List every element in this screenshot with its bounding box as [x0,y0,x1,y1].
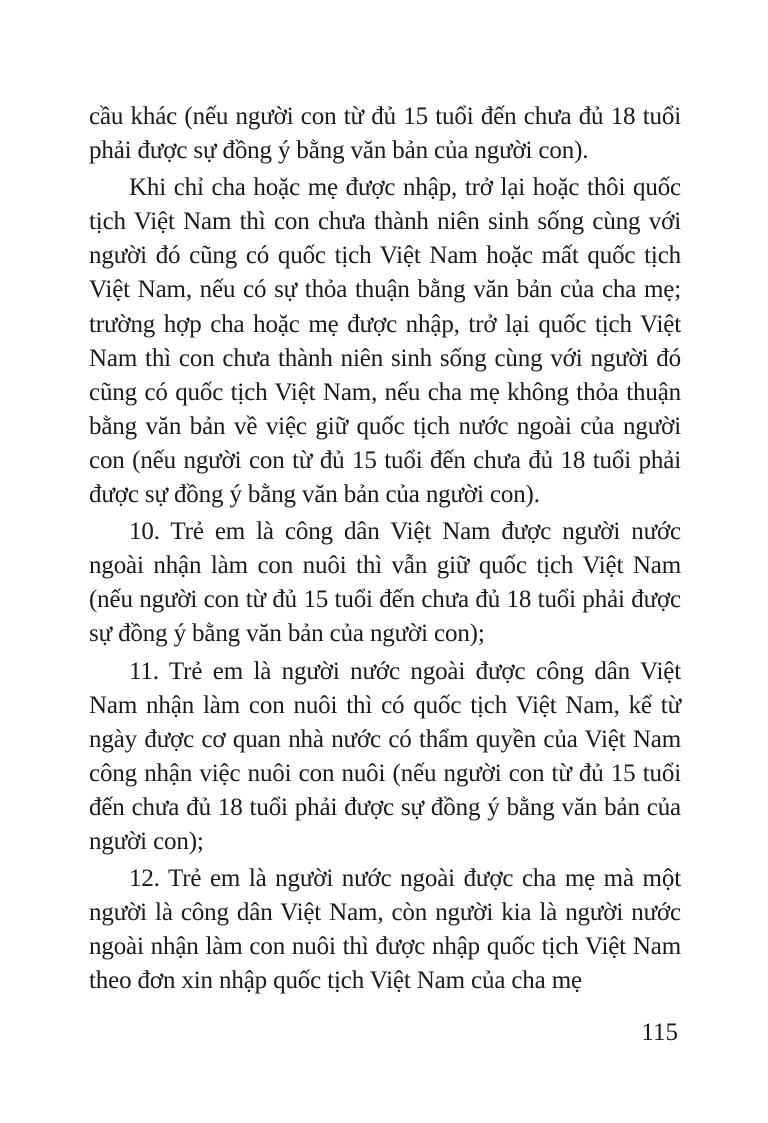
paragraph-item-12: 12. Trẻ em là người nước ngoài được cha mẹ mà một người là công dân Việt Nam, còn người kia là người nước ngoài nhận làm con nuôi thì được nhập quốc tịch Việt Nam theo đơn xin nhập quốc tịch Việt Nam của cha mẹ [89,865,681,995]
paragraph-item-11: 11. Trẻ em là người nước ngoài được công dân Việt Nam nhận làm con nuôi thì có quốc tịch Việt Nam, kể từ ngày được cơ quan nhà nước có thẩm quyền của Việt Nam công nhận việc nuôi con nuôi (nếu người con từ đủ 15 tuổi đến chưa đủ 18 tuổi phải được sự đồng ý bằng văn bản của người con); [89,657,681,855]
paragraph-parent-nationality: Khi chỉ cha hoặc mẹ được nhập, trở lại hoặc thôi quốc tịch Việt Nam thì con chưa thành niên sinh sống cùng với người đó cũng có quốc tịch Việt Nam hoặc mất quốc tịch Việt Nam, nếu có sự thỏa thuận bằng văn bản của cha mẹ; trường hợp cha hoặc mẹ được nhập, trở lại quốc tịch Việt Nam thì con chưa thành niên sinh sống cùng với người đó cũng có quốc tịch Việt Nam, nếu cha mẹ không thỏa thuận bằng văn bản về việc giữ quốc tịch nước ngoài của người con (nếu người con từ đủ 15 tuổi đến chưa đủ 18 tuổi phải được sự đồng ý bằng văn bản của người con). [89,174,681,509]
page-body [89,100,681,1001]
paragraph-item-10: 10. Trẻ em là công dân Việt Nam được người nước ngoài nhận làm con nuôi thì vẫn giữ quốc tịch Việt Nam (nếu người con từ đủ 15 tuổi đến chưa đủ 18 tuổi phải được sự đồng ý bằng văn bản của người con); [89,518,681,648]
page-number: 115 [641,1019,678,1046]
paragraph-continuation: cầu khác (nếu người con từ đủ 15 tuổi đến chưa đủ 18 tuổi phải được sự đồng ý bằng văn bản của người con). [89,103,681,165]
